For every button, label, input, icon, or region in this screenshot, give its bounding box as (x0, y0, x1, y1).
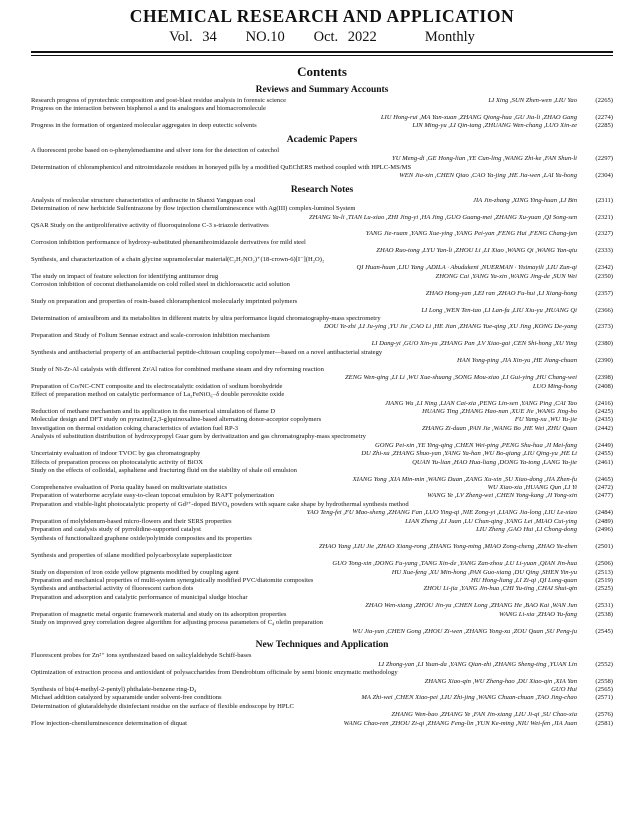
article-authors: GONG Pei-xin ,YE Ying-qing ,CHEN Wei-ping ,PENG Shu-hua ,JI Mei-fang (374, 441, 577, 449)
article-authors: WANG Li-xia ,ZHAO Yu-fang (498, 610, 577, 618)
article-title: Preparation of molybdenum-based micro-flowers and their SERS properties (31, 517, 232, 525)
article-title: Preparation and Study of Folium Sennae extract and scale-corrosion inhibition mechanism (31, 331, 270, 339)
article-title: Study on dispersion of iron oxide yellow pigments modified by coupling agent (31, 568, 239, 576)
toc-entry-line (31, 307, 613, 315)
toc-entry-line (31, 205, 613, 213)
article-title: Optimization of extraction process and antioxidant of polysaccharides from Dendrobium officinale by semi bionic enzymatic methodology (31, 669, 398, 677)
toc-entry (31, 577, 613, 585)
article-title: The study on impact of feature selection for identifying antitumor drug (31, 272, 219, 280)
toc-entry-line (31, 349, 613, 357)
toc-entry (31, 535, 613, 552)
toc-entry (31, 611, 613, 619)
toc-entry-line (31, 332, 613, 340)
article-authors: JIA Jin-zhang ,XING Ying-huan ,LI Bin (473, 196, 577, 204)
contents-title: Contents (297, 64, 347, 79)
frequency: Monthly (424, 29, 475, 45)
toc-entry-line (31, 585, 613, 593)
article-title: Fluorescent probes for Zn²⁺ ions synthesized based on salicylaldehyde Schiff-bases (31, 652, 252, 660)
page-number: (2489) (595, 517, 613, 525)
page-number: (2538) (595, 610, 613, 618)
toc-entry (31, 164, 613, 181)
article-authors: WANG Chao-ren ,ZHOU Zi-qi ,ZHANG Feng-lin ,YUN Ke-ming ,NIU Wei-fen ,JIA Juan (343, 719, 577, 727)
page-number: (2571) (595, 694, 613, 702)
page-number: (2558) (595, 677, 613, 685)
page-number: (2416) (595, 399, 613, 407)
article-title: Progress in the formation of organized molecular aggregates in deep eutectic solvents (31, 122, 257, 130)
page-number: (2519) (595, 577, 613, 585)
toc-entry-line (31, 114, 613, 122)
article-title: Reduction of methane mechanism and its application in the numerical simulation of flame D (31, 407, 276, 415)
article-authors: ZHONG Cai ,YANG Ya-xin ,WANG Jing-de ,SUN Wei (435, 272, 577, 280)
article-title: Preparation and visible-light photocatalytic property of Gd³⁺-doped BiVO₄ powders with square cake shape by hydrothermal synthesis method (31, 500, 409, 508)
toc-entry-line (31, 518, 613, 526)
toc-entry-line (31, 290, 613, 298)
article-authors: ZENG Wen-qing ,LI Li ,WU Xue-shuang ,SONG Mou-xiao ,LI Gui-ying ,HU Chang-wei (345, 374, 577, 382)
article-authors: LIU Zheng ,GAO Hui ,LI Chong-dong (476, 526, 577, 534)
toc-entry (31, 585, 613, 593)
page-number: (2496) (595, 526, 613, 534)
article-authors: LI Xing ,SUN Zhen-wen ,LIU Yao (488, 97, 577, 104)
page-number: (2449) (595, 441, 613, 449)
article-authors: ZHANG Wen-bao ,ZHANG Ye ,FAN Jin-xiang ,LIU Ji-qi ,SU Chao-xia (391, 711, 577, 719)
page-number: (2525) (595, 585, 613, 593)
article-authors: ZHAO Hong-yan ,LEI ran ,ZHAO Fu-hui ,LI Xiang-hong (425, 289, 577, 297)
page-number: (2477) (595, 492, 613, 500)
article-title: Corrosion inhibition performance of hydroxy-substituted phenanthroimidazole derivatives for mild steel (31, 238, 306, 246)
toc-entry-line (31, 661, 613, 669)
toc-entry (31, 569, 613, 577)
page-number: (2531) (595, 602, 613, 610)
toc-entry-line (31, 400, 613, 408)
article-title: Determination of chloramphenicol and nitroimidazole residues in honeyed pills by a modified QuEChERS method coupled with HPLC-MS/MS (31, 163, 412, 171)
article-authors: HU Hong-liang ,LI Zi-qi ,QI Long-quan (470, 577, 577, 585)
page-number: (2380) (595, 340, 613, 348)
toc-entry-line (31, 416, 613, 424)
article-title: QSAR Study on the antiproliferative activity of fluoroquinolone C-3 s-triazole derivatives (31, 221, 269, 229)
issue-number: NO.10 (245, 29, 285, 45)
toc-entry-line (31, 222, 613, 230)
article-authors: GUO Tong-xin ,DONG Fu-yang ,TANG Xin-de ,YANG Zan-zhou ,LU Li-yuan ,QIAN Jin-hua (332, 560, 577, 568)
article-title: A fluorescent probe based on o-phenylenediamine and silver ions for the detection of catechol (31, 146, 280, 154)
toc-entry (31, 686, 613, 694)
article-title: Study on preparation and properties of rosin-based chloramphenicol molecularly imprinted polymers (31, 298, 298, 306)
toc-entry-line (31, 694, 613, 702)
toc-entry (31, 669, 613, 686)
toc-entry (31, 492, 613, 500)
toc-entry (31, 703, 613, 720)
article-authors: ZHAO Ruo-tong ,LYU Yan-li ,ZHOU Li ,LI Xiao ,WANG Qi ,WANG Yan-qiu (376, 247, 577, 255)
page-number: (2357) (595, 289, 613, 297)
toc-entry-line (31, 467, 613, 475)
toc-entry-line (31, 197, 613, 205)
toc-entry-line (31, 374, 613, 382)
toc-entry-line (31, 122, 613, 130)
article-title: Comprehensive evaluation of Poria quality based on multivariate statistics (31, 484, 227, 492)
article-authors: WU Jia-yun ,CHEN Gong ,ZHOU Zi-wen ,ZHANG Yong-xu ,ZOU Quan ,SU Peng-ju (352, 627, 577, 635)
toc-entry (31, 366, 613, 383)
toc-entry-line (31, 239, 613, 247)
article-title: Corrosion inhibition of coconut diethanolamide on cold rolled steel in dichloroacetic acid solution (31, 281, 290, 289)
toc-entry (31, 298, 613, 315)
toc-entry (31, 416, 613, 424)
toc-entry (31, 383, 613, 391)
toc-entry-line (31, 711, 613, 719)
article-title: Determination of amisulbrom and its metabolites in different matrix by ultra performance liquid chromatography-mass spectrometry (31, 314, 381, 322)
toc-entry-line (31, 281, 613, 289)
toc-entry (31, 594, 613, 611)
article-title: Progress on the interaction between bisphenol a and its analogues and biomacromolecule (31, 105, 266, 113)
page-number: (2581) (595, 719, 613, 727)
toc-entry-line (31, 147, 613, 155)
page-number: (2501) (595, 543, 613, 551)
toc-entry (31, 281, 613, 298)
article-title: Preparation and mechanical properties of multi-system synergistically modified PVC/diatomite composites (31, 577, 314, 585)
article-authors: LUO Ming-hong (532, 382, 577, 390)
article-title: Study on improved grey correlation degree algorithm for adjusting process parameters of C₄ olefin preparation (31, 619, 323, 627)
toc-entry-line (31, 476, 613, 484)
article-authors: ZHANG Zi-duan ,PAN Jie ,WANG Bo ,HE Wei ,ZHU Quan (421, 424, 577, 432)
page-number: (2545) (595, 627, 613, 635)
article-authors: YAO Teng-fei ,FU Mao-sheng ,ZHANG Fan ,LUO Ying-qi ,NIE Zong-yi ,LIANG Jia-long ,LIU Le-xiao (306, 509, 577, 517)
section-heading: New Techniques and Application (255, 640, 389, 651)
page-number: (2333) (595, 247, 613, 255)
page-number: (2398) (595, 374, 613, 382)
toc-entry (31, 332, 613, 349)
toc-entry-line (31, 501, 613, 509)
issue-line (31, 28, 613, 47)
article-authors: LI Long ,WEN Ten-tao ,LI Lan-fu ,LIU Xiu-yu ,HUANG Qi (421, 306, 577, 314)
article-title: Michael addition catalyzed by squaramide under solvent-free conditions (31, 694, 222, 702)
page-number: (2274) (595, 113, 613, 121)
article-title: Preparation and catalysis study of pyrrolidine-supported catalyst (31, 526, 201, 534)
article-title: Synthesis and properties of silane modified polycarboxylate superplasticizer (31, 551, 233, 559)
toc-entry (31, 501, 613, 518)
volume: Vol. 34 (169, 29, 217, 45)
toc-entry (31, 122, 613, 130)
section-heading: Research Notes (290, 184, 354, 195)
toc-entry (31, 256, 613, 273)
article-authors: XIANG Yong ,XIA Min-min ,WANG Duan ,ZANG Xu-xin ,SU Xiao-dong ,JIA Zhen-fu (352, 475, 577, 483)
article-title: Synthesis, and characterization of a chain glycine supramolecular material(C₂H₅NO₂)⁺(18-crown-6)[I⁻](H₂O)₂ (31, 255, 325, 263)
toc-entry (31, 450, 613, 458)
article-authors: FU Yang-xu ,WU Yu-jie (514, 416, 577, 424)
toc-entry (31, 433, 613, 450)
page-number: (2435) (595, 416, 613, 424)
article-title: Analysis of molecular structure characteristics of anthracite in Shanxi Yangquan coal (31, 196, 256, 204)
page-number: (2506) (595, 560, 613, 568)
toc-entry (31, 147, 613, 164)
article-title: Uncertainty evaluation of indoor TVOC by gas chromatography (31, 450, 201, 458)
article-authors: DU Zhi-xu ,ZHANG Shuo-yan ,YANG Ya-han ,WU Bo-qiang ,LIU Qing-yu ,HE Li (361, 450, 577, 458)
article-authors: QUAN Yu-lian ,HAO Hua-liang ,DONG Ya-tong ,LANG Ya-jie (412, 458, 577, 466)
toc-entry-line (31, 172, 613, 180)
article-title: Synthesis and antibacterial property of an antibacterial peptide-chitosan coupling copolymer—based on a novel antibacterial strategy (31, 348, 383, 356)
toc-entry-line (31, 105, 613, 113)
toc-entry-line (31, 526, 613, 534)
toc-entry (31, 425, 613, 433)
toc-entry (31, 222, 613, 239)
article-authors: YU Meng-di ,GE Hong-lian ,YE Cun-ling ,WANG Zhi-ke ,FAN Shun-li (392, 155, 577, 163)
page-number: (2342) (595, 264, 613, 272)
article-authors: MA Zhi-wei ,CHEN Xiao-pei ,LIU Zhi-jing ,WANG Chuan-chuan ,TAO Jing-chao (361, 694, 577, 702)
toc-entry-line (31, 97, 613, 105)
article-title: Preparation of magnetic metal organic framework material and study on its adsorption properties (31, 610, 287, 618)
toc-entry-line (31, 214, 613, 222)
article-title: Determination of new herbicide Sulfentrazone by flow injection chemiluminescence with Ag(III) complex-luminol System (31, 205, 356, 213)
toc-entry (31, 552, 613, 569)
toc-entry-line (31, 340, 613, 348)
toc-entry-line (31, 273, 613, 281)
article-title: Study on the effects of colloidal, asphaltene and fracturing fluid on the stability of shale oil emulsion (31, 467, 297, 475)
page-number: (2408) (595, 382, 613, 390)
article-title: Effects of preparation process on photocatalytic activity of BiOX (31, 458, 203, 466)
article-authors: YANG Jie-ruam ,YANG Xue-ying ,YANG Pei-yan ,FENG Hui ,FENG Chang-jun (365, 230, 577, 238)
toc-entry-line (31, 155, 613, 163)
section-heading: Academic Papers (286, 134, 358, 145)
page-number: (2461) (595, 458, 613, 466)
toc-entry-line (31, 720, 613, 728)
header-rule-thin (31, 55, 613, 56)
toc-entry (31, 97, 613, 105)
toc-entry-line (31, 425, 613, 433)
page-number: (2366) (595, 306, 613, 314)
page-number: (2484) (595, 509, 613, 517)
toc-entry-line (31, 450, 613, 458)
toc-entry-line (31, 628, 613, 636)
page-number: (2565) (595, 686, 613, 693)
page-number: (2552) (595, 660, 613, 668)
article-authors: WEN Jia-xin ,CHEN Qiao ,CAO Ya-jing ,HE Jia-wen ,LAI Yu-hong (399, 172, 577, 180)
toc-entry (31, 197, 613, 205)
article-title: Preparation and adsorption and catalytic performance of municipal sludge biochar (31, 593, 248, 601)
article-title: Synthesis and antibacterial activity of fluorescent carbon dots (31, 585, 194, 593)
article-authors: GUO Hui (551, 686, 577, 693)
article-title: Study of Ni-Zr-Al catalysts with different Zr/Al ratios for combined methane steam and dry reforming reaction (31, 365, 324, 373)
toc-entry-line (31, 383, 613, 391)
page-number: (2311) (595, 196, 613, 204)
toc-entry-line (31, 256, 613, 264)
toc-entry (31, 459, 613, 467)
toc-entry-line (31, 686, 613, 694)
page-number: (2304) (595, 172, 613, 180)
article-title: Flow injection-chemiluminescence determination of diquat (31, 719, 188, 727)
toc-entry-line (31, 323, 613, 331)
article-title: Synthesis of functionalized graphene oxide/polyimide composites and its properties (31, 534, 252, 542)
article-authors: LI Zhong-yan ,LI Yuan-da ,YANG Qian-zhi ,ZHANG Sheng-ting ,YUAN Lin (378, 660, 577, 668)
toc-entry (31, 619, 613, 636)
article-authors: ZHANG Xiao-qin ,WU Zheng-hao ,DU Xiao-qin ,XIA Yan (424, 677, 577, 685)
toc-entry (31, 467, 613, 484)
toc-entry-line (31, 611, 613, 619)
toc-entry (31, 315, 613, 332)
toc-entry (31, 349, 613, 366)
journal-title: CHEMICAL RESEARCH AND APPLICATION (129, 6, 515, 26)
page-number: (2373) (595, 323, 613, 331)
toc-entry-line (31, 619, 613, 627)
article-authors: WANG Ye ,LV Zheng-wei ,CHEN Yong-kang ,JI Yong-xin (427, 492, 577, 500)
page-number: (2265) (595, 97, 613, 104)
toc-entry (31, 239, 613, 256)
issue-date: Oct. 2022 (313, 29, 377, 45)
toc-entry-line (31, 509, 613, 517)
article-title: Molecular design and DFT study on pyrazino[2,3-g]quinoxaline-based alternating donor-acceptor copolymers (31, 416, 322, 424)
article-authors: ZHOU Li-jia ,YANG Jin-hua ,CHI Yu-ting ,CHAI Shui-qin (423, 585, 577, 593)
toc-entry (31, 105, 613, 122)
page-number: (2576) (595, 711, 613, 719)
article-authors: LIN Ming-yu ,LI Qin-tang ,ZHUANG Wen-chang ,LUO Xin-ze (412, 122, 577, 130)
toc-entry (31, 720, 613, 728)
toc-entry (31, 273, 613, 281)
article-title: Research progress of pyrotechnic composition and post-blast residue analysis in forensic science (31, 97, 287, 104)
article-authors: HU Xue-feng ,XU Min-hong ,PAN Guo-xiang ,DU Qing ,SHEN Yin-yu (391, 568, 577, 576)
article-authors: DOU Ye-zhi ,LI Ju-ying ,YU Jie ,CAO Li ,HE Jian ,ZHANG Yue-qing ,XU Jing ,KONG De-yang (324, 323, 577, 331)
page-number: (2297) (595, 155, 613, 163)
article-authors: ZHANG Ya-li ,TIAN Lu-xiao ,ZHI Jing-yi ,HA Jing ,GUO Guang-mei ,ZHANG Xu-yuan ,QI Song-sen (309, 213, 577, 221)
toc-entry-line (31, 230, 613, 238)
toc-entry-line (31, 366, 613, 374)
table-of-contents (31, 84, 613, 728)
toc-entry (31, 652, 613, 669)
article-authors: LIAN Zheng ,LI Juan ,LU Chun-qing ,YANG Lei ,MIAO Cui-ying (405, 517, 577, 525)
article-authors: LI Dang-yi ,GUO Xin-yu ,ZHANG Pan ,LV Xiao-gai ,CEN Shi-hong ,XU Ying (371, 340, 577, 348)
toc-entry (31, 484, 613, 492)
article-title: Synthesis of bis(4-methyl-2-pentyl) phthalate-benzene ring-D₄ (31, 686, 197, 693)
toc-entry-line (31, 442, 613, 450)
toc-entry-line (31, 408, 613, 416)
toc-entry-line (31, 298, 613, 306)
toc-entry-line (31, 247, 613, 255)
toc-entry-line (31, 357, 613, 365)
toc-entry (31, 391, 613, 408)
toc-entry-line (31, 703, 613, 711)
page-number: (2425) (595, 407, 613, 415)
article-title: Preparation of Co/NC-CNT composite and its electrocatalytic oxidation of sodium borohydride (31, 382, 283, 390)
toc-entry-line (31, 577, 613, 585)
header-rule-thick (31, 51, 613, 53)
toc-entry-line (31, 669, 613, 677)
toc-entry-line (31, 433, 613, 441)
article-authors: WU Xiao-xia ,HUANG Qun ,LI Yi (487, 484, 577, 492)
toc-entry-line (31, 652, 613, 660)
page-number: (2327) (595, 230, 613, 238)
page-number: (2472) (595, 484, 613, 492)
toc-entry-line (31, 560, 613, 568)
article-authors: LIU Hong-rui ,MA Yan-xuan ,ZHANG Qiong-hua ,GU Jia-li ,ZHAO Gang (380, 113, 577, 121)
page-number: (2390) (595, 357, 613, 365)
toc-entry-line (31, 164, 613, 172)
toc-entry-line (31, 569, 613, 577)
section-heading: Reviews and Summary Accounts (255, 85, 389, 95)
article-authors: HAN Yong-ping ,JIA Xin-yu ,HE Jiang-chuan (457, 357, 577, 365)
article-authors: ZHAO Yang ,LIU Jie ,ZHAO Xiang-rong ,ZHANG Yong-ming ,MIAO Zong-cheng ,ZHAO Yu-zhen (318, 543, 577, 551)
toc-entry (31, 205, 613, 222)
article-title: Effect of preparation method on catalytic performance of La₂FeNiO₆₋δ double perovskite oxide (31, 391, 285, 399)
toc-entry (31, 518, 613, 526)
toc-entry (31, 526, 613, 534)
page-number: (2442) (595, 424, 613, 432)
toc-entry-line (31, 264, 613, 272)
toc-entry-line (31, 535, 613, 543)
toc-entry-line (31, 543, 613, 551)
article-title: Investigation on thermal oxidation coking characteristics of aviation fuel RP-3 (31, 424, 239, 432)
toc-entry-line (31, 492, 613, 500)
article-title: Analysis of substitution distribution of hydroxypropyl Guar gum by derivatization and gas chromatography-mass spectrometry (31, 433, 366, 441)
page-number: (2321) (595, 213, 613, 221)
article-authors: HUANG Ting ,ZHANG Hao-nan ,XUE Jie ,WANG Jing-bo (422, 407, 577, 415)
toc-entry-line (31, 459, 613, 467)
page-number: (2350) (595, 272, 613, 280)
toc-entry-line (31, 315, 613, 323)
article-authors: QI Huan-huan ,LIU Yang ,ADILA · Abudukeni ,NUERMAN · Yisimayili ,LIU Zun-qi (356, 264, 577, 272)
toc-entry-line (31, 602, 613, 610)
toc-entry-line (31, 484, 613, 492)
toc-entry (31, 694, 613, 702)
toc-entry-line (31, 391, 613, 399)
page-number: (2455) (595, 450, 613, 458)
article-authors: JIANG Wu ,LI Ning ,LIAN Cai-xia ,PENG Lin-sen ,YANG Ping ,CAI Tao (385, 399, 577, 407)
toc-entry-line (31, 678, 613, 686)
page-number: (2465) (595, 475, 613, 483)
article-title: Determination of glutaraldehyde disinfectant residue on the surface of flexible endoscope by HPLC (31, 702, 294, 710)
toc-entry (31, 408, 613, 416)
page-number: (2513) (595, 568, 613, 576)
toc-entry-line (31, 552, 613, 560)
page-number: (2285) (595, 122, 613, 130)
article-authors: ZHAO Wen-xiang ,ZHOU Jin-yu ,CHEN Long ,ZHANG He ,BAO Kai ,WAN Jun (365, 602, 577, 610)
toc-entry-line (31, 594, 613, 602)
article-title: Preparation of waterborne acrylate easy-to-clean topcoat emulsion by RAFT polymerization (31, 492, 275, 500)
